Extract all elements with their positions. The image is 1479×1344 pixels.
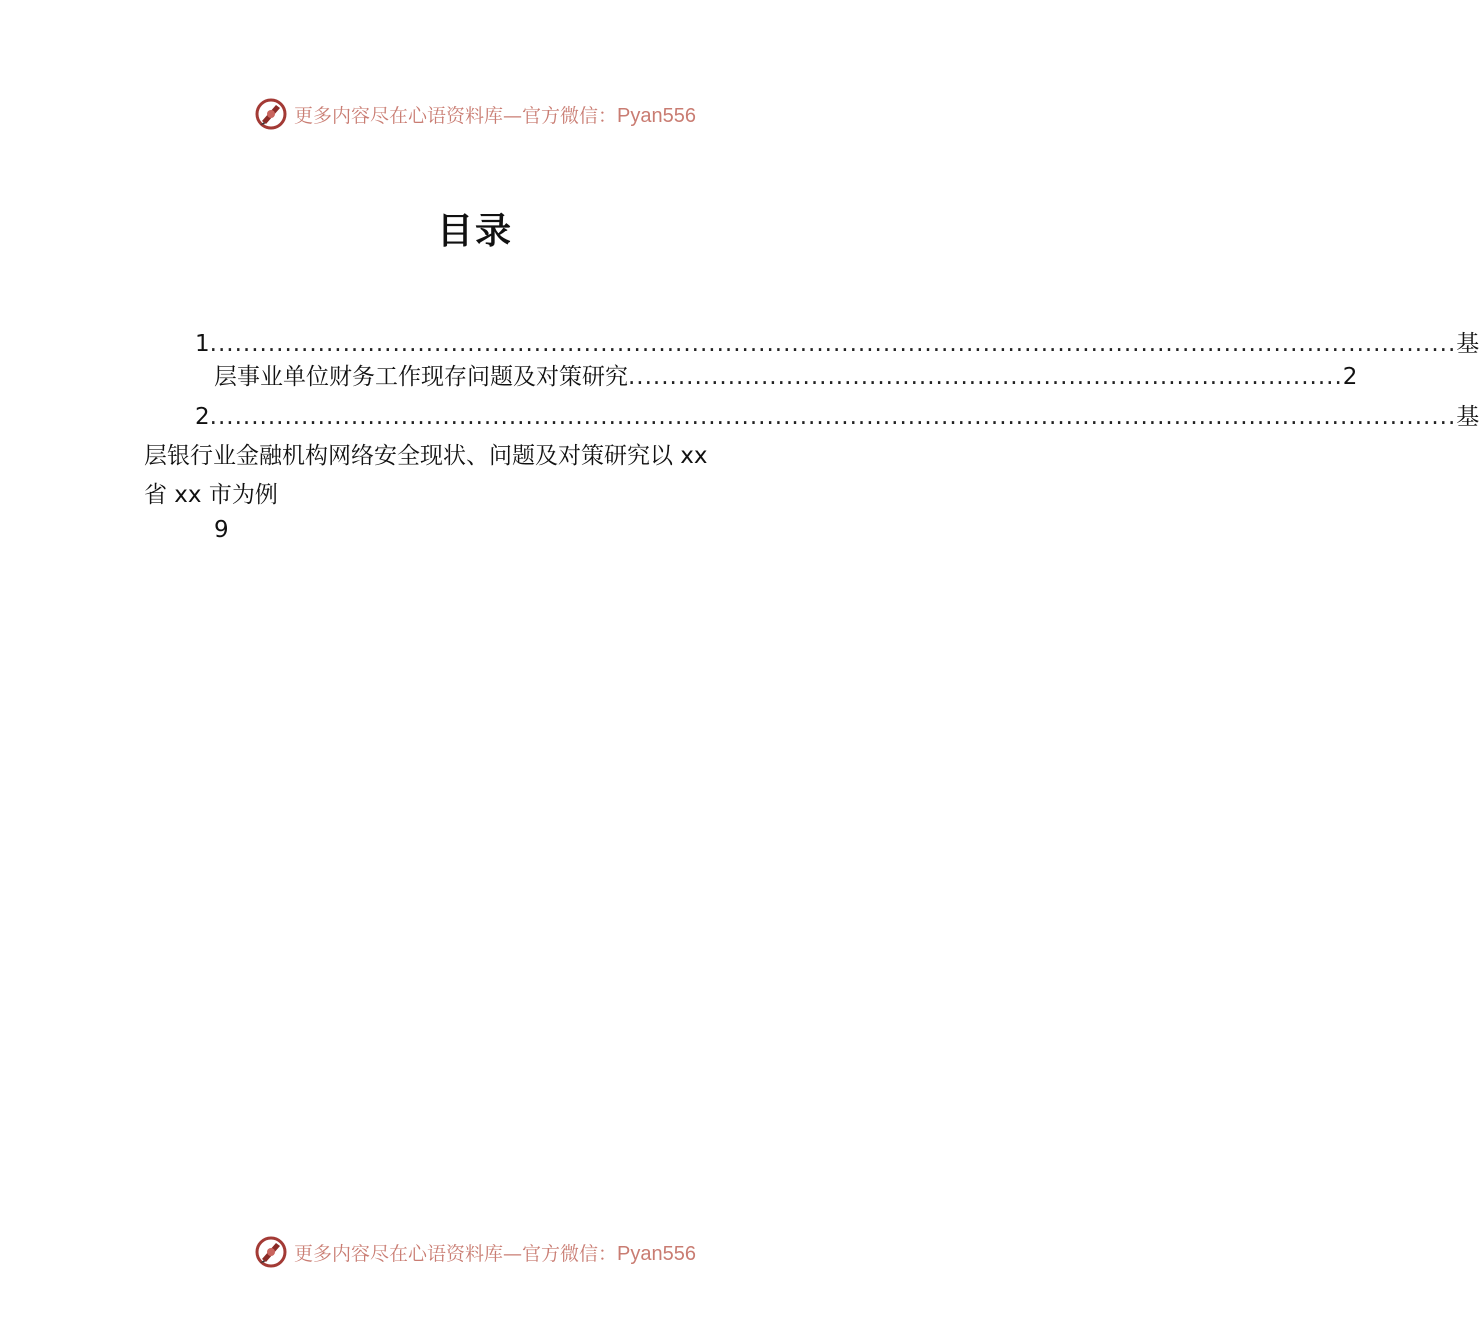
toc-entry-number: 1	[195, 331, 210, 357]
toc-entry-2-page[interactable]: 9	[214, 517, 229, 543]
toc-entry-2-line1[interactable]	[195, 402, 1479, 432]
wechat-id: Pyan556	[617, 1242, 696, 1265]
toc-entry-2-title-line1[interactable]: 层银行业金融机构网络安全现状、问题及对策研究以 xx	[144, 443, 708, 469]
footer-banner	[0, 1232, 950, 1272]
toc-entry-1-line2[interactable]	[214, 362, 1358, 392]
toc-entry-first-char: 基	[1456, 404, 1479, 430]
toc-dot-leader: ......................................................................................	[628, 364, 1343, 390]
page-title: 目录	[436, 210, 513, 252]
toc-entry-page: 2	[1342, 364, 1358, 390]
toc-dot-leader: ......................................................................................................................................................	[209, 404, 1457, 430]
pen-logo-icon	[254, 1235, 288, 1269]
banner-text: 更多内容尽在心语资料库—官方微信：Pyan556	[294, 104, 696, 127]
header-banner	[0, 94, 950, 134]
toc-entry-number: 2	[195, 404, 210, 430]
pen-logo-icon	[254, 97, 288, 131]
toc-entry-title: 层事业单位财务工作现存问题及对策研究	[214, 364, 628, 390]
toc-dot-leader: ......................................................................................................................................................	[209, 331, 1457, 357]
wechat-id: Pyan556	[617, 104, 696, 127]
banner-text: 更多内容尽在心语资料库—官方微信：Pyan556	[294, 1242, 696, 1265]
toc-entry-1-line1[interactable]	[195, 329, 1479, 359]
toc-entry-first-char: 基	[1456, 331, 1479, 357]
toc-entry-2-title-line2[interactable]: 省 xx 市为例	[144, 482, 278, 508]
